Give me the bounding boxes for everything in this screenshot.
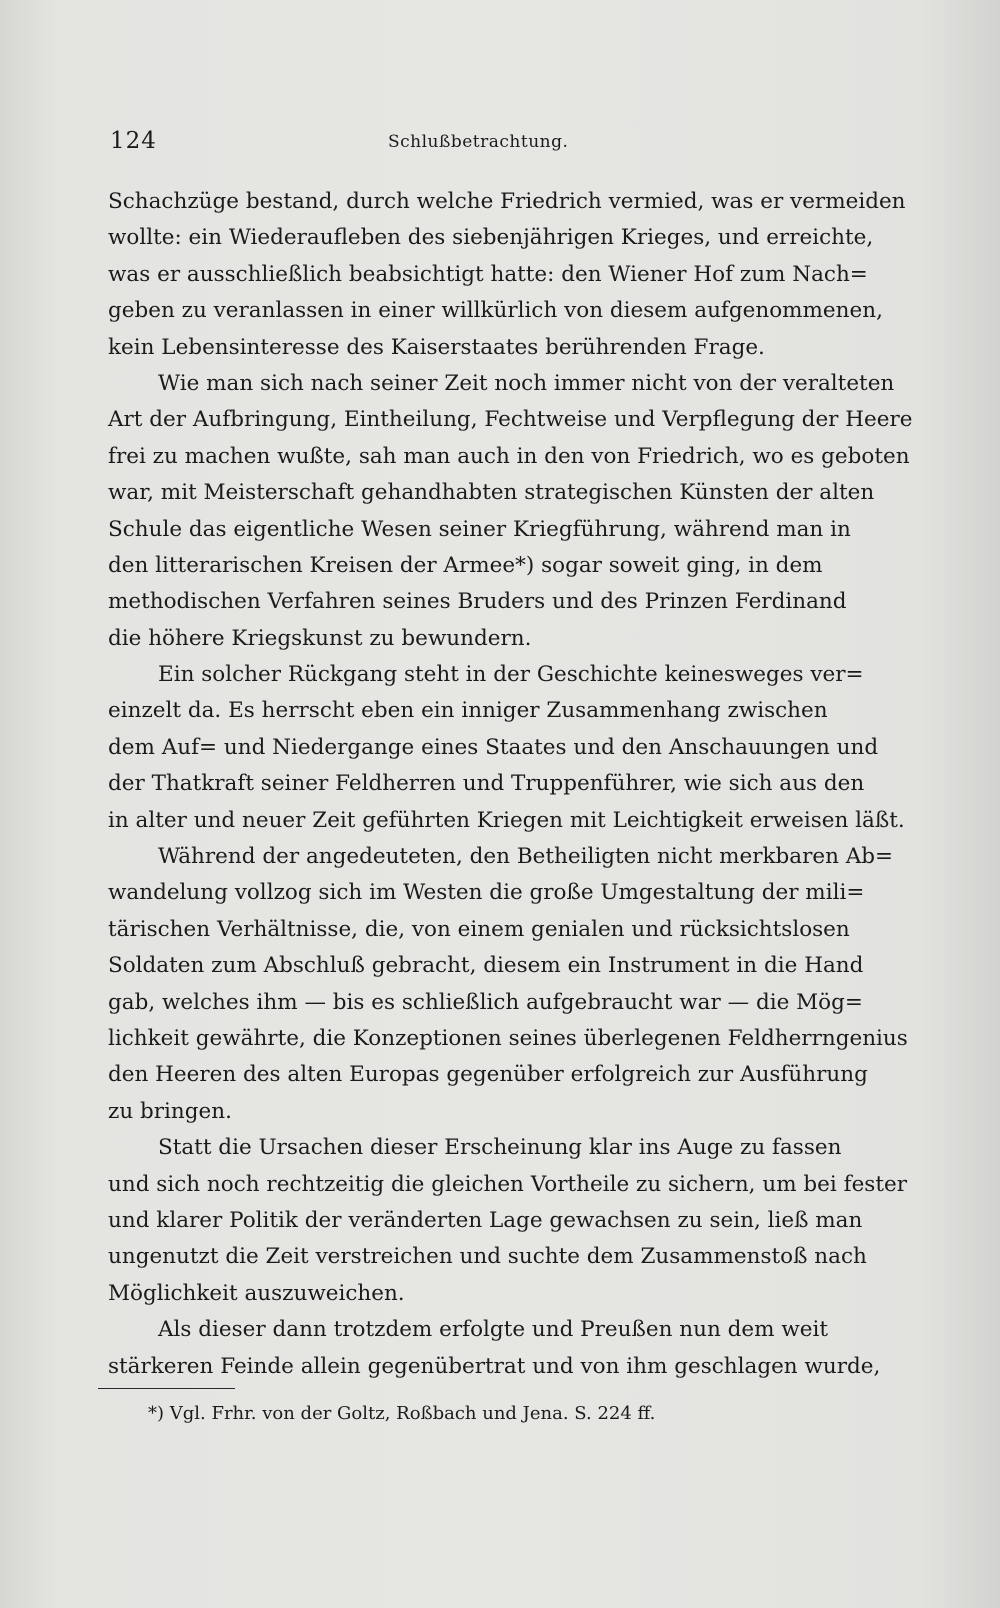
- text-line: Möglichkeit auszuweichen.: [108, 1280, 405, 1306]
- text-line: was er ausschließlich beabsichtigt hatte: den Wiener Hof zum Nach=: [108, 261, 868, 287]
- text-line: Während der angedeuteten, den Betheiligten nicht merkbaren Ab=: [158, 844, 894, 870]
- footnote: *) Vgl. Frhr. von der Goltz, Roßbach und Jena. S. 224 ff.: [148, 1403, 656, 1424]
- text-line: ungenutzt die Zeit verstreichen und suchte dem Zusammenstoß nach: [108, 1244, 867, 1270]
- text-line: Schachzüge bestand, durch welche Friedrich vermied, was er vermeiden: [108, 189, 906, 214]
- text-line: Als dieser dann trotzdem erfolgte und Preußen nun dem weit: [158, 1317, 828, 1343]
- text-line: Ein solcher Rückgang steht in der Geschichte keinesweges ver=: [158, 662, 864, 688]
- text-line: methodischen Verfahren seines Bruders und des Prinzen Ferdinand: [108, 589, 847, 615]
- text-line: und sich noch rechtzeitig die gleichen Vortheile zu sichern, um bei fester: [108, 1171, 907, 1197]
- text-line: den litterarischen Kreisen der Armee*) sogar soweit ging, in dem: [108, 552, 823, 578]
- text-line: und klarer Politik der veränderten Lage gewachsen zu sein, ließ man: [108, 1207, 863, 1233]
- page-number: 124: [110, 128, 157, 154]
- text-line: tärischen Verhältnisse, die, von einem genialen und rücksichtslosen: [108, 916, 850, 942]
- text-line: frei zu machen wußte, sah man auch in den von Friedrich, wo es geboten: [108, 443, 910, 469]
- text-line: Schule das eigentliche Wesen seiner Kriegführung, während man in: [108, 516, 851, 542]
- page-header: [110, 128, 930, 168]
- body-text: [108, 184, 913, 1385]
- text-line: einzelt da. Es herrscht eben ein inniger Zusammenhang zwischen: [108, 698, 828, 724]
- text-line: Statt die Ursachen dieser Erscheinung klar ins Auge zu fassen: [158, 1135, 842, 1161]
- text-line: die höhere Kriegskunst zu bewundern.: [108, 625, 532, 651]
- text-line: gab, welches ihm — bis es schließlich aufgebraucht war — die Mög=: [108, 989, 863, 1015]
- text-line: den Heeren des alten Europas gegenüber erfolgreich zur Ausführung: [108, 1062, 868, 1088]
- text-line: kein Lebensinteresse des Kaiserstaates berührenden Frage.: [108, 334, 765, 360]
- text-line: zu bringen.: [108, 1098, 232, 1124]
- text-line: der Thatkraft seiner Feldherren und Truppenführer, wie sich aus den: [108, 771, 865, 797]
- text-line: lichkeit gewährte, die Konzeptionen seines überlegenen Feldherrngenius: [108, 1025, 908, 1051]
- text-line: dem Auf= und Niedergange eines Staates und den Anschauungen und: [108, 734, 879, 760]
- text-line: Wie man sich nach seiner Zeit noch immer nicht von der veralteten: [158, 370, 895, 396]
- text-line: geben zu veranlassen in einer willkürlich von diesem aufgenommenen,: [108, 298, 883, 324]
- text-line: war, mit Meisterschaft gehandhabten strategischen Künsten der alten: [108, 480, 875, 506]
- text-line: stärkeren Feinde allein gegenübertrat und von ihm geschlagen wurde,: [108, 1353, 881, 1379]
- text-line: wandelung vollzog sich im Westen die große Umgestaltung der mili=: [108, 880, 865, 906]
- text-line: wollte: ein Wiederaufleben des siebenjährigen Krieges, und erreichte,: [108, 225, 874, 251]
- footnote-divider: [98, 1388, 235, 1389]
- text-line: Soldaten zum Abschluß gebracht, diesem ein Instrument in die Hand: [108, 953, 864, 979]
- text-line: in alter und neuer Zeit geführten Kriegen mit Leichtigkeit erweisen läßt.: [108, 807, 905, 833]
- text-line: Art der Aufbringung, Eintheilung, Fechtweise und Verpflegung der Heere: [108, 407, 913, 433]
- running-title: Schlußbetrachtung.: [388, 132, 569, 152]
